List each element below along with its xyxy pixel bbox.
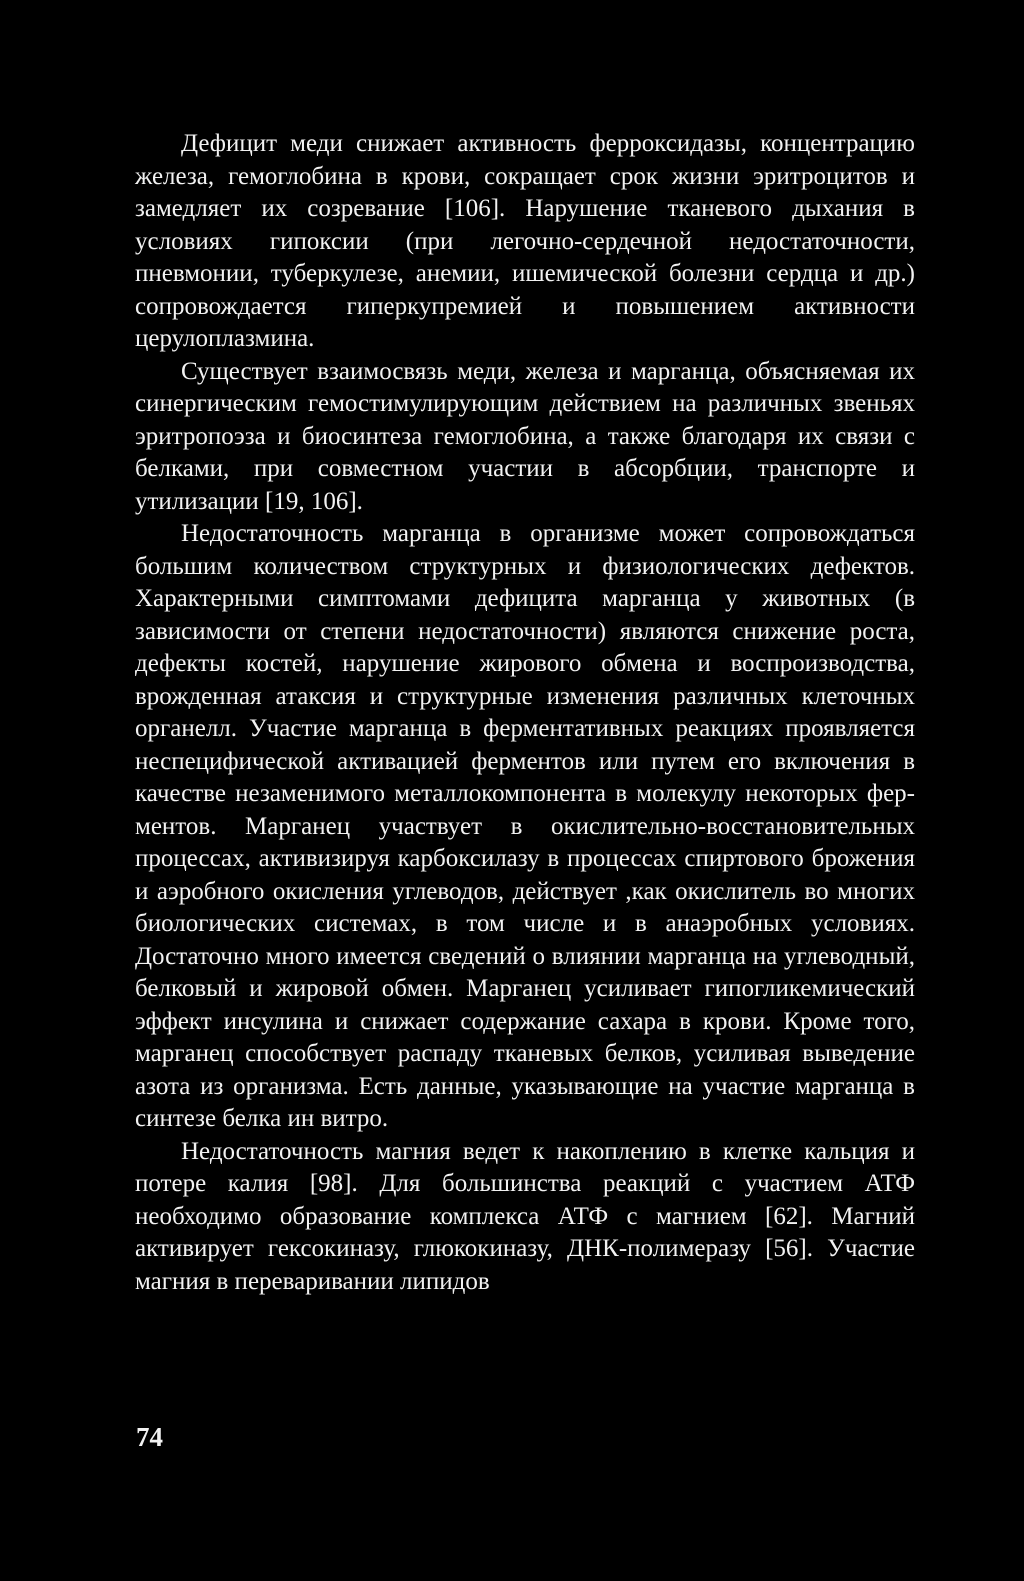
paragraph-manganese-deficiency: Недостаточность марганца в организме может сопровождаться большим количеством структурных и физиологических дефектов. Характерными симптомами дефицита марганца у животных (в зависимости от степени недостаточности) являются снижение роста, дефекты костей, нарушение жирового обмена и воспроизводства, врожденная атаксия и структурные изменения различных клеточных органелл. Участие марганца в ферментативных реакциях проявляется неспецифической активацией ферментов или путем его включения в качестве незаменимого металлокомпонента в молекулу некоторых ферментов. Марганец участвует в окислительно-восстановительных процессах, активизируя карбоксилазу в процессах спиртового брожения и аэробного окисления углеводов, действует ,как окислитель во многих биологических системах, в том числе и в анаэробных условиях. Достаточно много имеется сведений о влиянии марганца на углеводный, белковый и жировой обмен. Марганец усиливает гипогликемический эффект инсулина и снижает содержание сахара в крови. Кроме того, марганец способствует распаду тканевых белков, усиливая выведение азота из организма. Есть данные, указывающие на участие марганца в синтезе белка ин витро.: [135, 520, 915, 1132]
page-body: [135, 128, 915, 1298]
paragraph-copper-iron-manganese: Существует взаимосвязь меди, железа и марганца, объясняемая их синергическим гемостимулирующим действием на различных звеньях эритропоэза и биосинтеза гемоглобина, а также благодаря их связи с белками, при совместном участии в абсорбции, транспорте и утилизации [19, 106].: [135, 357, 915, 515]
paragraph-copper-deficiency: Дефицит меди снижает активность ферроксидазы, концентрацию железа, гемоглобина в крови, сокращает срок жизни эритроцитов и замедляет их созревание [106]. Нарушение тканевого дыхания в условиях гипоксии (при легочно-сердечной недостаточности, пневмонии, туберкулезе, анемии, ишемической болезни сердца и др.) сопровождается гиперкупремией и повышением активности церулоплазмина.: [135, 130, 915, 352]
paragraph-magnesium-deficiency: Недостаточность магния ведет к накоплению в клетке кальция и потере калия [98]. Для большинства реакций с участием АТФ необходимо образование комплекса АТФ с магнием [62]. Магний активирует гексокиназу, глюкокиназу, ДНК-полимеразу [56]. Участие магния в переваривании липидов: [135, 1137, 915, 1295]
page-number: 74: [136, 1422, 163, 1452]
